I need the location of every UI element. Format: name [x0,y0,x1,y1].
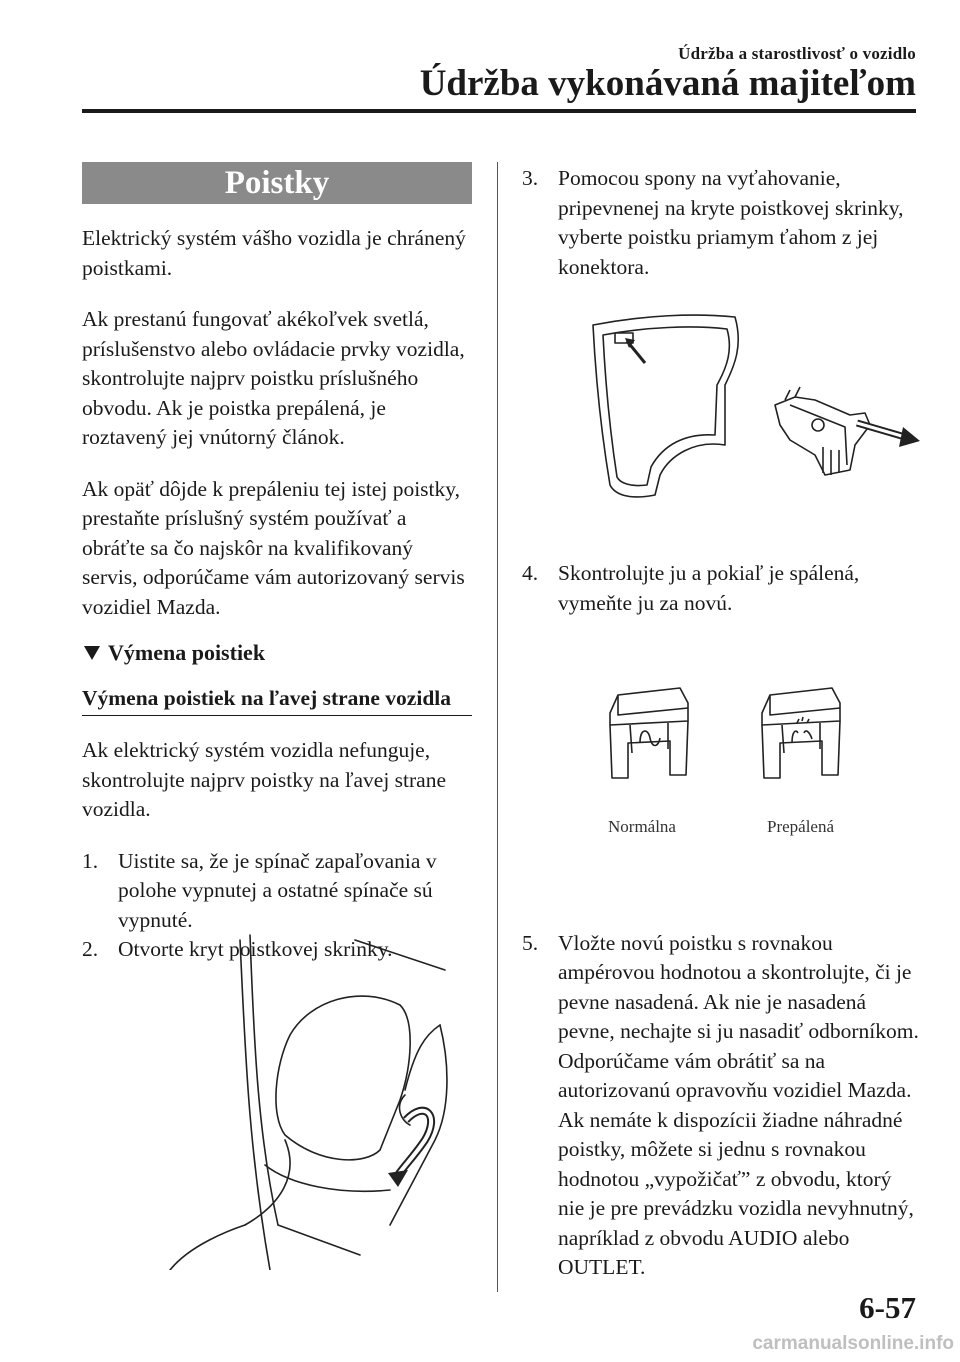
step-number: 2. [82,937,99,961]
step-5-block [522,899,922,1312]
step-5 [522,929,922,1283]
column-divider [497,162,498,1292]
watermark: carmanualsonline.info [752,1333,954,1354]
paragraph-left-side: Ak elektrický systém vozidla nefunguje, skontrolujte najprv poistky na ľavej strane vozidla. [82,738,446,821]
header-section: Údržba a starostlivosť o vozidlo [678,44,916,63]
section-heading-label: Výmena poistiek [108,640,266,665]
page-number: 6-57 [859,1290,916,1325]
step-4 [522,559,922,618]
fuse-normal-illustration [600,683,700,788]
paragraph-check: Ak prestanú fungovať akékoľvek svetlá, príslušenstvo alebo ovládacie prvky vozidla, skontrolujte najprv poistku príslušného obvodu. Ak je poistka prepálená, je roztavený jej vnútorný článok. [82,307,465,449]
caption-blown: Prepálená [767,817,835,836]
fuse-puller-illustration [585,305,925,510]
step-number: 5. [522,930,539,955]
fuse-box-cover-illustration [150,925,480,1270]
triangle-down-icon [84,646,100,660]
header-title: Údržba vykonávaná majiteľom [419,63,916,104]
caption-normal: Normálna [608,817,676,836]
step-number: 4. [522,561,539,585]
page-title: Poistky [82,162,472,204]
header-rule [82,109,916,113]
step-text: Pomocou spony na vyťahovanie, pripevnenej na kryte poistkovej skrinky, vyberte poistku priamym ťahom z jej konektora. [558,166,904,279]
section-heading [82,638,472,668]
step-text: Uistite sa, že je spínač zapaľovania v polohe vypnutej a ostatné spínače sú vypnuté. [118,848,437,932]
step-number: 3. [522,166,539,190]
step-1 [82,847,472,936]
step-number: 1. [82,848,99,873]
fuse-blown-illustration [752,683,852,788]
subsection-heading: Výmena poistiek na ľavej strane vozidla [82,684,472,717]
step-3 [522,164,922,282]
step-text: Skontrolujte ju a pokiaľ je spálená, vymeňte ju za novú. [558,561,860,615]
paragraph-repeat: Ak opäť dôjde k prepáleniu tej istej poistky, prestaňte príslušný systém používať a obráťte sa čo najskôr na kvalifikovaný servis, odporúčame vám autorizovaný servis vozidiel Mazda. [82,476,465,619]
step-text: Vložte novú poistku s rovnakou ampérovou hodnotou a skontrolujte, či je pevne nasadená. Ak nie je nasadená pevne, nechajte si ju nasadiť odborníkom. Odporúčame vám obrátiť sa na autorizovanú opravovňu vozidiel Mazda. Ak nemáte k dispozícii žiadne náhradné poistky, môžete si jednu s rovnakou hodnotou „vypožičať” z obvodu, ktorý nie je pre prevádzku vozidla nevyhnutný, napríklad z obvodu AUDIO alebo OUTLET. [558,930,919,1279]
right-column [522,164,922,282]
paragraph-intro: Elektrický systém vášho vozidla je chránený poistkami. [82,226,466,280]
step-text: Otvorte kryt poistkovej skrinky. [118,937,393,961]
step-4-block [522,559,922,618]
left-column [82,162,472,965]
